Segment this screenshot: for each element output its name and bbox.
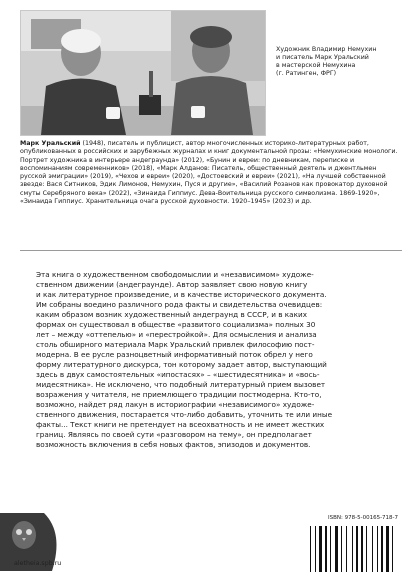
description-line: мидесятника». Не исключено, что подобный литературный прием вызовет <box>36 380 326 390</box>
caption-line: Художник Владимир Немухин <box>276 46 377 53</box>
description-line: ственного движения, постарается что-либо добавить, уточнить те или иные <box>36 410 333 420</box>
caption-line: (г. Ратинген, ФРГ) <box>276 70 337 77</box>
description-line: модерна. В ее русле разноцветный информативный поток обрел у него <box>36 350 313 360</box>
caption-line: в мастерской Немухина <box>276 62 356 69</box>
description-line: Им собраны воедино различного рода факты и свидетельства очевидцев: <box>36 300 323 310</box>
barcode-bar <box>325 526 327 572</box>
barcode-bar <box>346 526 347 572</box>
description-line: ственном движении (андеграунде). Автор заявляет свою новую книгу <box>36 280 308 290</box>
description-line: формах он существовал в обществе «развитого социализма» полных 30 <box>36 320 316 330</box>
caption-line: и писатель Марк Уральский <box>276 54 369 61</box>
barcode-graphic <box>306 524 402 574</box>
isbn-label: ISBN: 978-5-00165-718-7 <box>328 515 399 521</box>
barcode-bar <box>381 526 383 572</box>
barcode-bar <box>361 526 363 572</box>
description-line: и как литературное произведение, и в качестве исторического документа. <box>36 290 327 300</box>
barcode <box>306 524 402 574</box>
author-bio-text: (1948), писатель и публицист, автор многочисленных историко-литературных работ, опубликованных в российских и зарубежных журналах и книг документальной прозы: «Немухинские монологи. Портрет художника в интерьере андеграунда» (2012), «Бунин и евреи: по дневникам, переписке и воспоминаниям современников» (2018), «Марк Алданов: Писатель, общественный деятель и джентльмен русской эмиграции» (2019), «Чехов и евреи» (2020), «Достоевский и евреи» (2021), «На лучшей собственной звезде: Вася Ситников, Эдик Лимонов, Немухин, Пуся и другие», «Василий Розанов как провокатор духовной смуты Серебряного века» (2022), «Зинаида Гиппиус. Дева-Воительница русского символизма. 1869-1920», «Зинаида Гиппиус. Хранительница очага русской духовности. 1920–1945» (2023) и др. <box>20 140 398 206</box>
barcode-bar <box>356 526 358 572</box>
description-line: факты... Текст книги не претендует на всеохватность и не имеет жестких <box>36 420 325 430</box>
description-line: границ. Являясь по своей сути «разговором на тему», он предполагает <box>36 430 312 440</box>
author-bio <box>20 140 402 206</box>
book-description <box>36 270 402 450</box>
barcode-bar <box>372 526 373 572</box>
photo-caption <box>276 46 402 78</box>
barcode-bar <box>341 526 342 572</box>
barcode-bar <box>319 526 322 572</box>
description-line: столь обширного материала Марк Уральский привлек философию пост- <box>36 340 315 350</box>
description-line: лет – между «оттепелью» и «перестройкой». Для осмысления и анализа <box>36 330 317 340</box>
barcode-bar <box>386 526 389 572</box>
author-name: Марк Уральский <box>20 140 81 147</box>
barcode-bar <box>315 526 316 572</box>
barcode-bar <box>310 526 311 572</box>
description-line: форму литературного дискурса, тон которому задает автор, выступающий <box>36 360 327 370</box>
barcode-bar <box>392 526 393 572</box>
description-line: возражения у читателя, не приемлющего традиции постмодерна. Кто-то, <box>36 390 322 400</box>
barcode-bar <box>335 526 338 572</box>
barcode-bar <box>352 526 353 572</box>
description-line: возможность включения в себя новых фактов, эпизодов и документов. <box>36 440 311 450</box>
description-line: возможно, найдет ряд лакун в историографии «независимого» художе- <box>36 400 315 410</box>
barcode-bar <box>377 526 378 572</box>
barcode-bar <box>366 526 367 572</box>
photo-illustration <box>21 11 265 135</box>
description-line: Эта книга о художественном свободомыслии и «независимом» художе- <box>36 270 314 279</box>
description-line: каким образом возник художественный андеграунд в СССР, и в каких <box>36 310 307 320</box>
barcode-bar <box>330 526 331 572</box>
section-divider <box>20 250 402 251</box>
description-line: здесь в двух самостоятельных «ипостасях» – «шестидесятника» и «вось- <box>36 370 320 380</box>
author-photo <box>20 10 266 136</box>
publisher-url: aletheia.spb.ru <box>14 560 62 567</box>
